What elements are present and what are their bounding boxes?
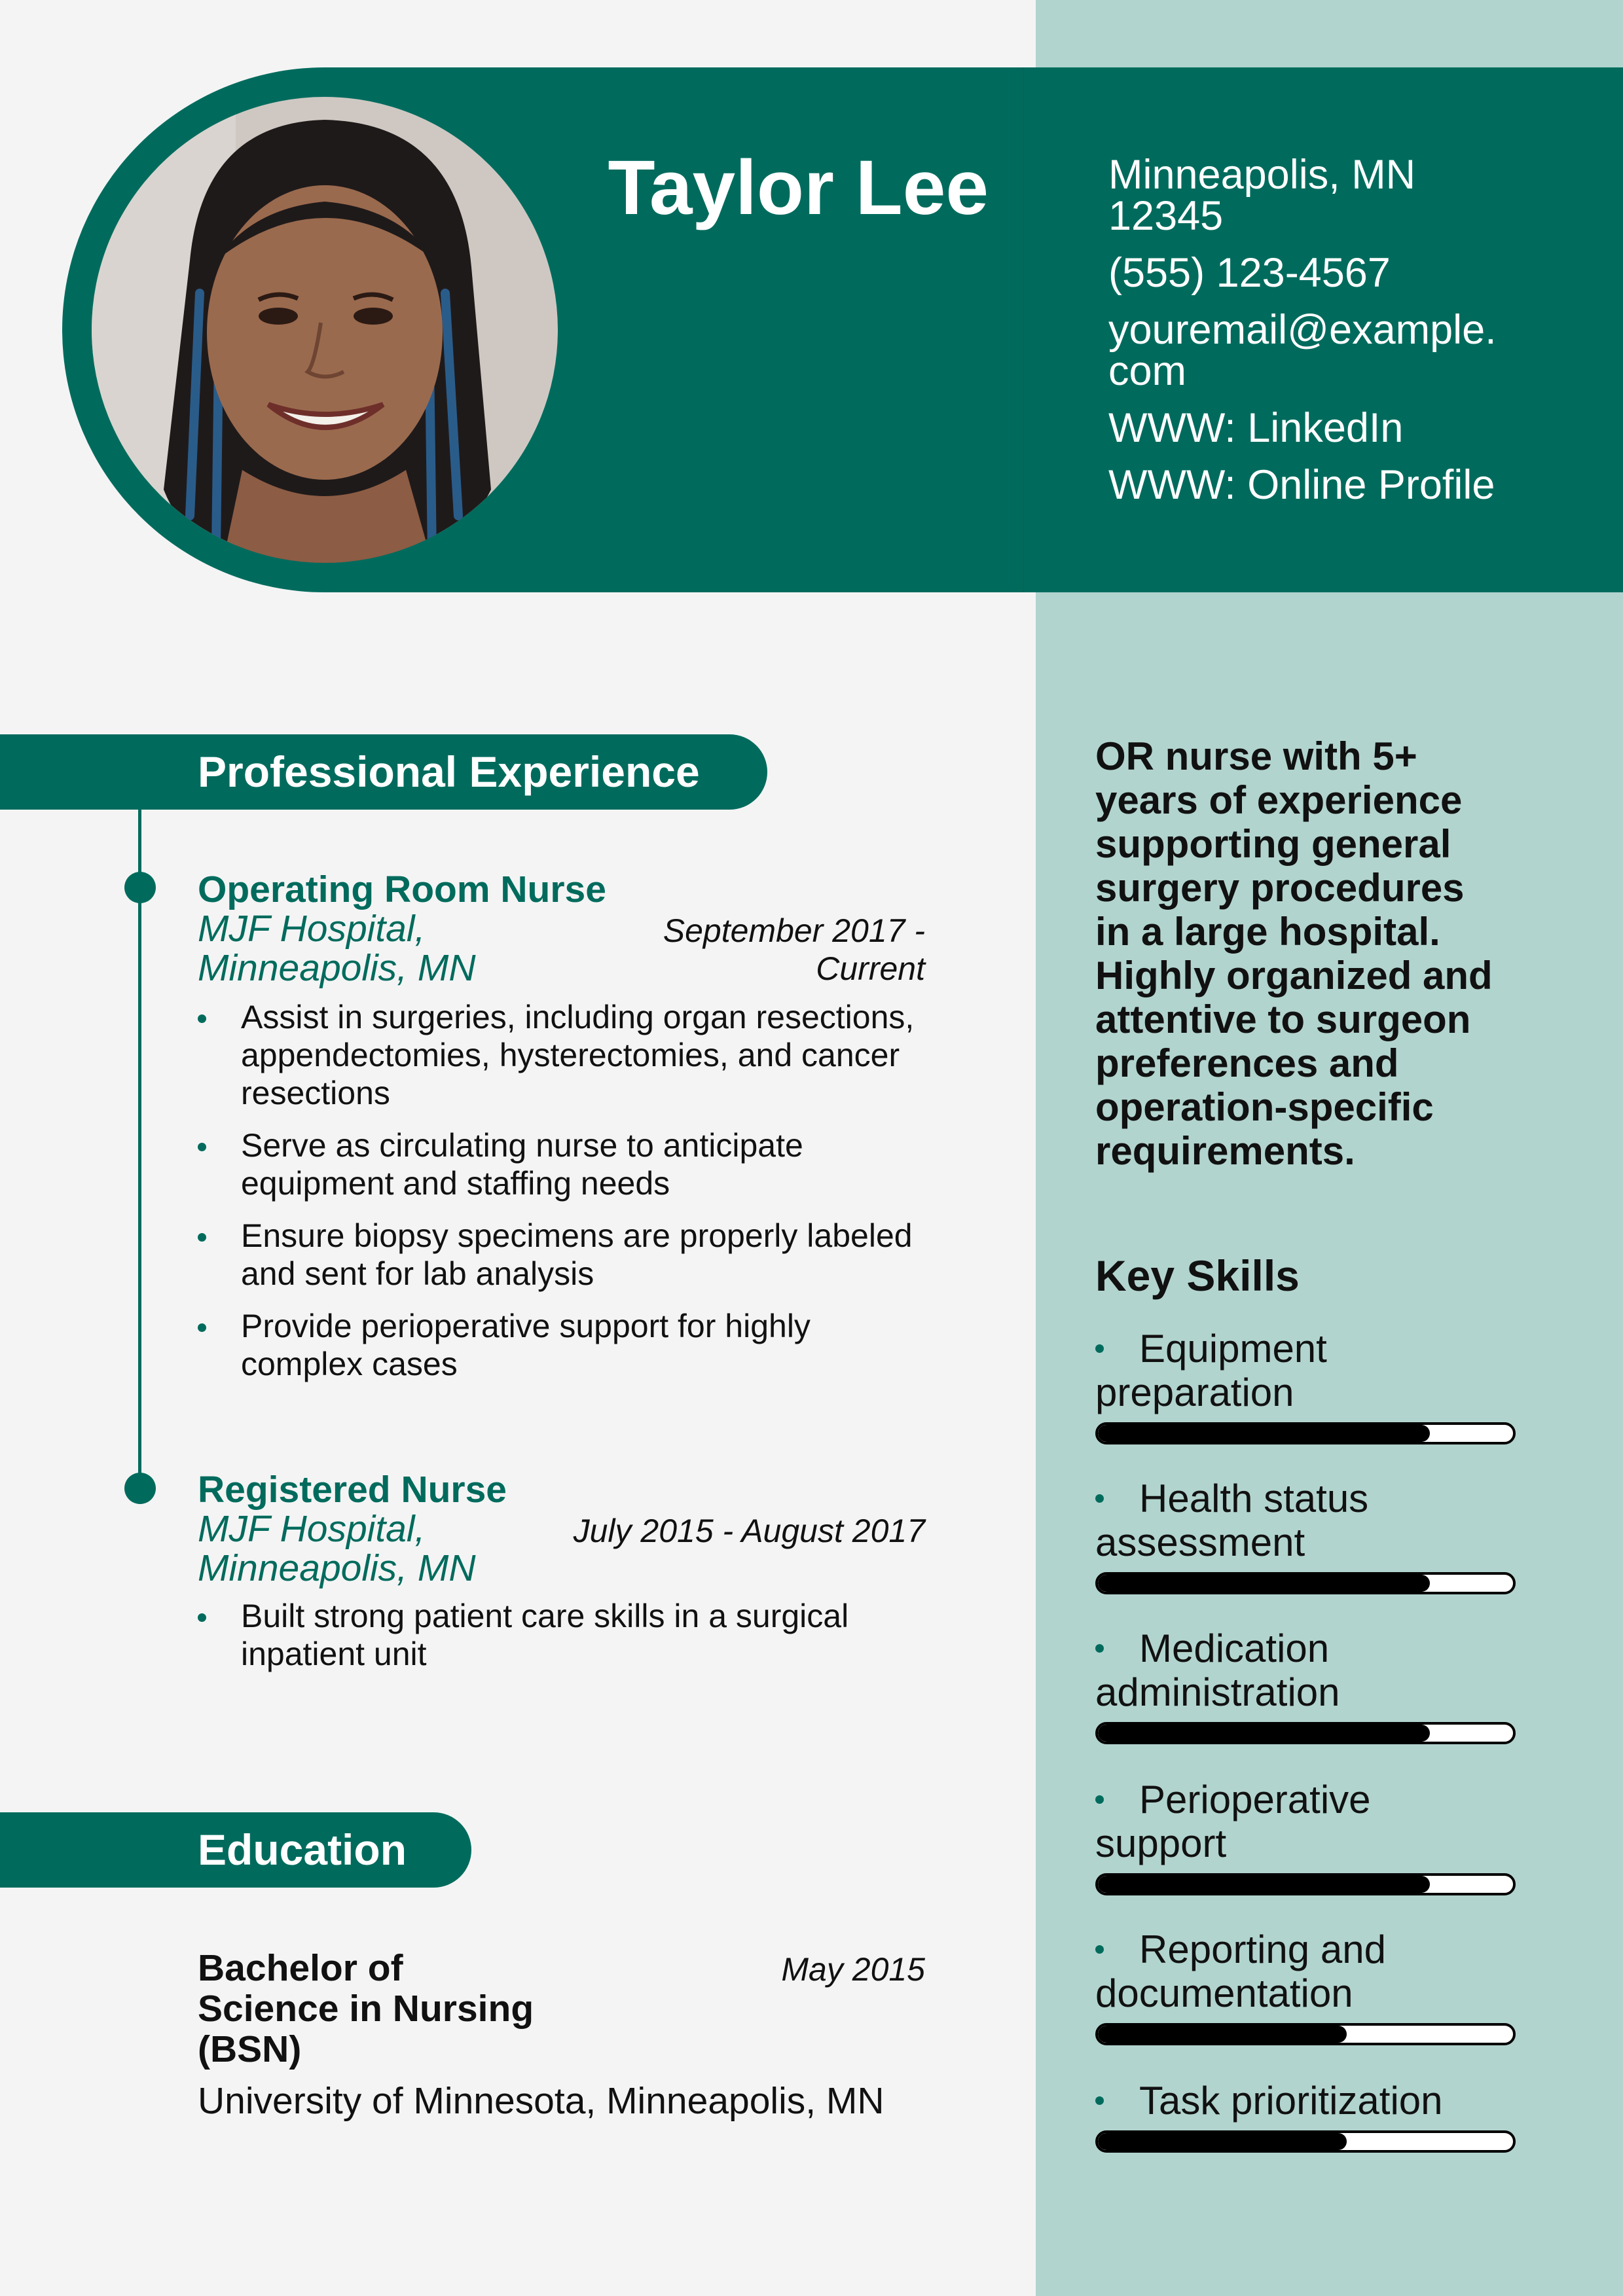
skill-item xyxy=(1095,1477,1514,1594)
employer-line-2: Minneapolis, MN xyxy=(198,1547,476,1589)
skill-label-line-1: Health status xyxy=(1095,1477,1514,1520)
employer-line-1: MJF Hospital, xyxy=(198,908,426,950)
bullet-item: Serve as circulating nurse to anticipate equipment and staffing needs xyxy=(198,1126,931,1202)
header-divider xyxy=(1023,67,1024,592)
summary-line: OR nurse with 5+ xyxy=(1095,734,1417,778)
bullet-item: Assist in surgeries, including organ resections, appendectomies, hysterectomies, and cancer resections xyxy=(198,998,931,1112)
skill-item xyxy=(1095,1626,1514,1744)
skill-label-line-1: Reporting and xyxy=(1095,1928,1514,1971)
email-line-2: com xyxy=(1108,348,1187,394)
bullet-item: Ensure biopsy specimens are properly labeled and sent for lab analysis xyxy=(198,1217,931,1293)
skill-label-line-2: preparation xyxy=(1095,1371,1294,1414)
dates-line-1: September 2017 - xyxy=(663,912,925,949)
job-bullets xyxy=(198,1597,931,1687)
summary-line: in a large hospital. xyxy=(1095,910,1440,954)
dates-line-2: Current xyxy=(816,950,925,987)
skill-label-line-2: administration xyxy=(1095,1670,1340,1714)
skill-level-fill xyxy=(1098,1725,1430,1742)
degree-line-3: (BSN) xyxy=(198,2028,302,2070)
skill-label-line-2: assessment xyxy=(1095,1520,1305,1564)
summary-line: years of experience xyxy=(1095,778,1463,822)
summary-line: operation-specific xyxy=(1095,1085,1434,1129)
skill-level-fill xyxy=(1098,1425,1430,1442)
address-line-2: 12345 xyxy=(1108,193,1224,239)
skill-item xyxy=(1095,1327,1514,1444)
education-date: May 2015 xyxy=(781,1951,925,1988)
bullet-item: Built strong patient care skills in a surgical inpatient unit xyxy=(198,1597,931,1673)
timeline-line xyxy=(138,808,141,1488)
contact-phone[interactable]: (555) 123-4567 xyxy=(1108,250,1391,296)
skill-level-bar xyxy=(1095,2023,1516,2045)
job-dates xyxy=(663,912,925,988)
job-employer xyxy=(198,1509,476,1588)
key-skills-heading: Key Skills xyxy=(1095,1251,1300,1300)
skill-level-fill xyxy=(1098,2133,1347,2150)
email-line-1: youremail@example. xyxy=(1108,307,1497,353)
address-line-1: Minneapolis, MN xyxy=(1108,152,1416,198)
candidate-name: Taylor Lee xyxy=(608,145,989,231)
skill-level-fill xyxy=(1098,2026,1347,2043)
contact-info xyxy=(1108,154,1567,522)
degree-title xyxy=(198,1948,534,2070)
job-employer xyxy=(198,909,476,988)
skill-item xyxy=(1095,2079,1514,2153)
skill-item xyxy=(1095,1778,1514,1895)
employer-line-2: Minneapolis, MN xyxy=(198,947,476,989)
contact-address xyxy=(1108,154,1495,237)
degree-line-2: Science in Nursing xyxy=(198,1988,534,2030)
school-name: University of Minnesota, Minneapolis, MN xyxy=(198,2080,884,2122)
employer-line-1: MJF Hospital, xyxy=(198,1508,426,1550)
job-dates: July 2015 - August 2017 xyxy=(573,1513,925,1549)
skill-item xyxy=(1095,1928,1514,2045)
profile-photo xyxy=(92,97,558,563)
job-title: Registered Nurse xyxy=(198,1469,507,1511)
skill-label xyxy=(1095,1327,1514,1414)
degree-line-1: Bachelor of xyxy=(198,1947,403,1989)
skill-label xyxy=(1095,2079,1514,2123)
summary-line: surgery procedures xyxy=(1095,866,1465,910)
linkedin-link[interactable]: WWW: LinkedIn xyxy=(1108,405,1404,451)
skill-label xyxy=(1095,1778,1514,1865)
education-heading: Education xyxy=(0,1812,471,1888)
summary-line: preferences and xyxy=(1095,1041,1399,1085)
online-profile-link[interactable]: WWW: Online Profile xyxy=(1108,462,1495,508)
summary-line: requirements. xyxy=(1095,1129,1355,1173)
skill-label-line-2: documentation xyxy=(1095,1971,1353,2015)
skill-level-bar xyxy=(1095,1722,1516,1744)
bullet-item: Provide perioperative support for highly complex cases xyxy=(198,1307,931,1383)
skill-level-bar xyxy=(1095,2130,1516,2153)
contact-email[interactable] xyxy=(1108,307,1497,394)
professional-summary xyxy=(1095,734,1521,1173)
experience-heading: Professional Experience xyxy=(0,734,767,810)
skill-label xyxy=(1095,1928,1514,2015)
timeline-dot xyxy=(124,1473,156,1504)
skill-level-fill xyxy=(1098,1876,1430,1893)
skill-label xyxy=(1095,1477,1514,1564)
skill-level-bar xyxy=(1095,1572,1516,1594)
job-bullets xyxy=(198,998,931,1397)
profile-photo-illustration xyxy=(92,97,558,563)
summary-line: attentive to surgeon xyxy=(1095,997,1471,1041)
skill-label-line-1: Medication xyxy=(1095,1626,1514,1670)
skill-level-bar xyxy=(1095,1422,1516,1444)
skill-label-line-2: support xyxy=(1095,1821,1227,1865)
skill-label-line-1: Perioperative xyxy=(1095,1778,1514,1821)
skill-label xyxy=(1095,1626,1514,1714)
timeline-dot xyxy=(124,872,156,903)
skill-level-bar xyxy=(1095,1873,1516,1895)
summary-line: Highly organized and xyxy=(1095,954,1493,997)
skill-level-fill xyxy=(1098,1575,1430,1592)
skill-label-line-1: Equipment xyxy=(1095,1327,1514,1371)
skill-label-line-1: Task prioritization xyxy=(1095,2079,1514,2123)
job-title: Operating Room Nurse xyxy=(198,869,606,910)
summary-line: supporting general xyxy=(1095,822,1451,866)
